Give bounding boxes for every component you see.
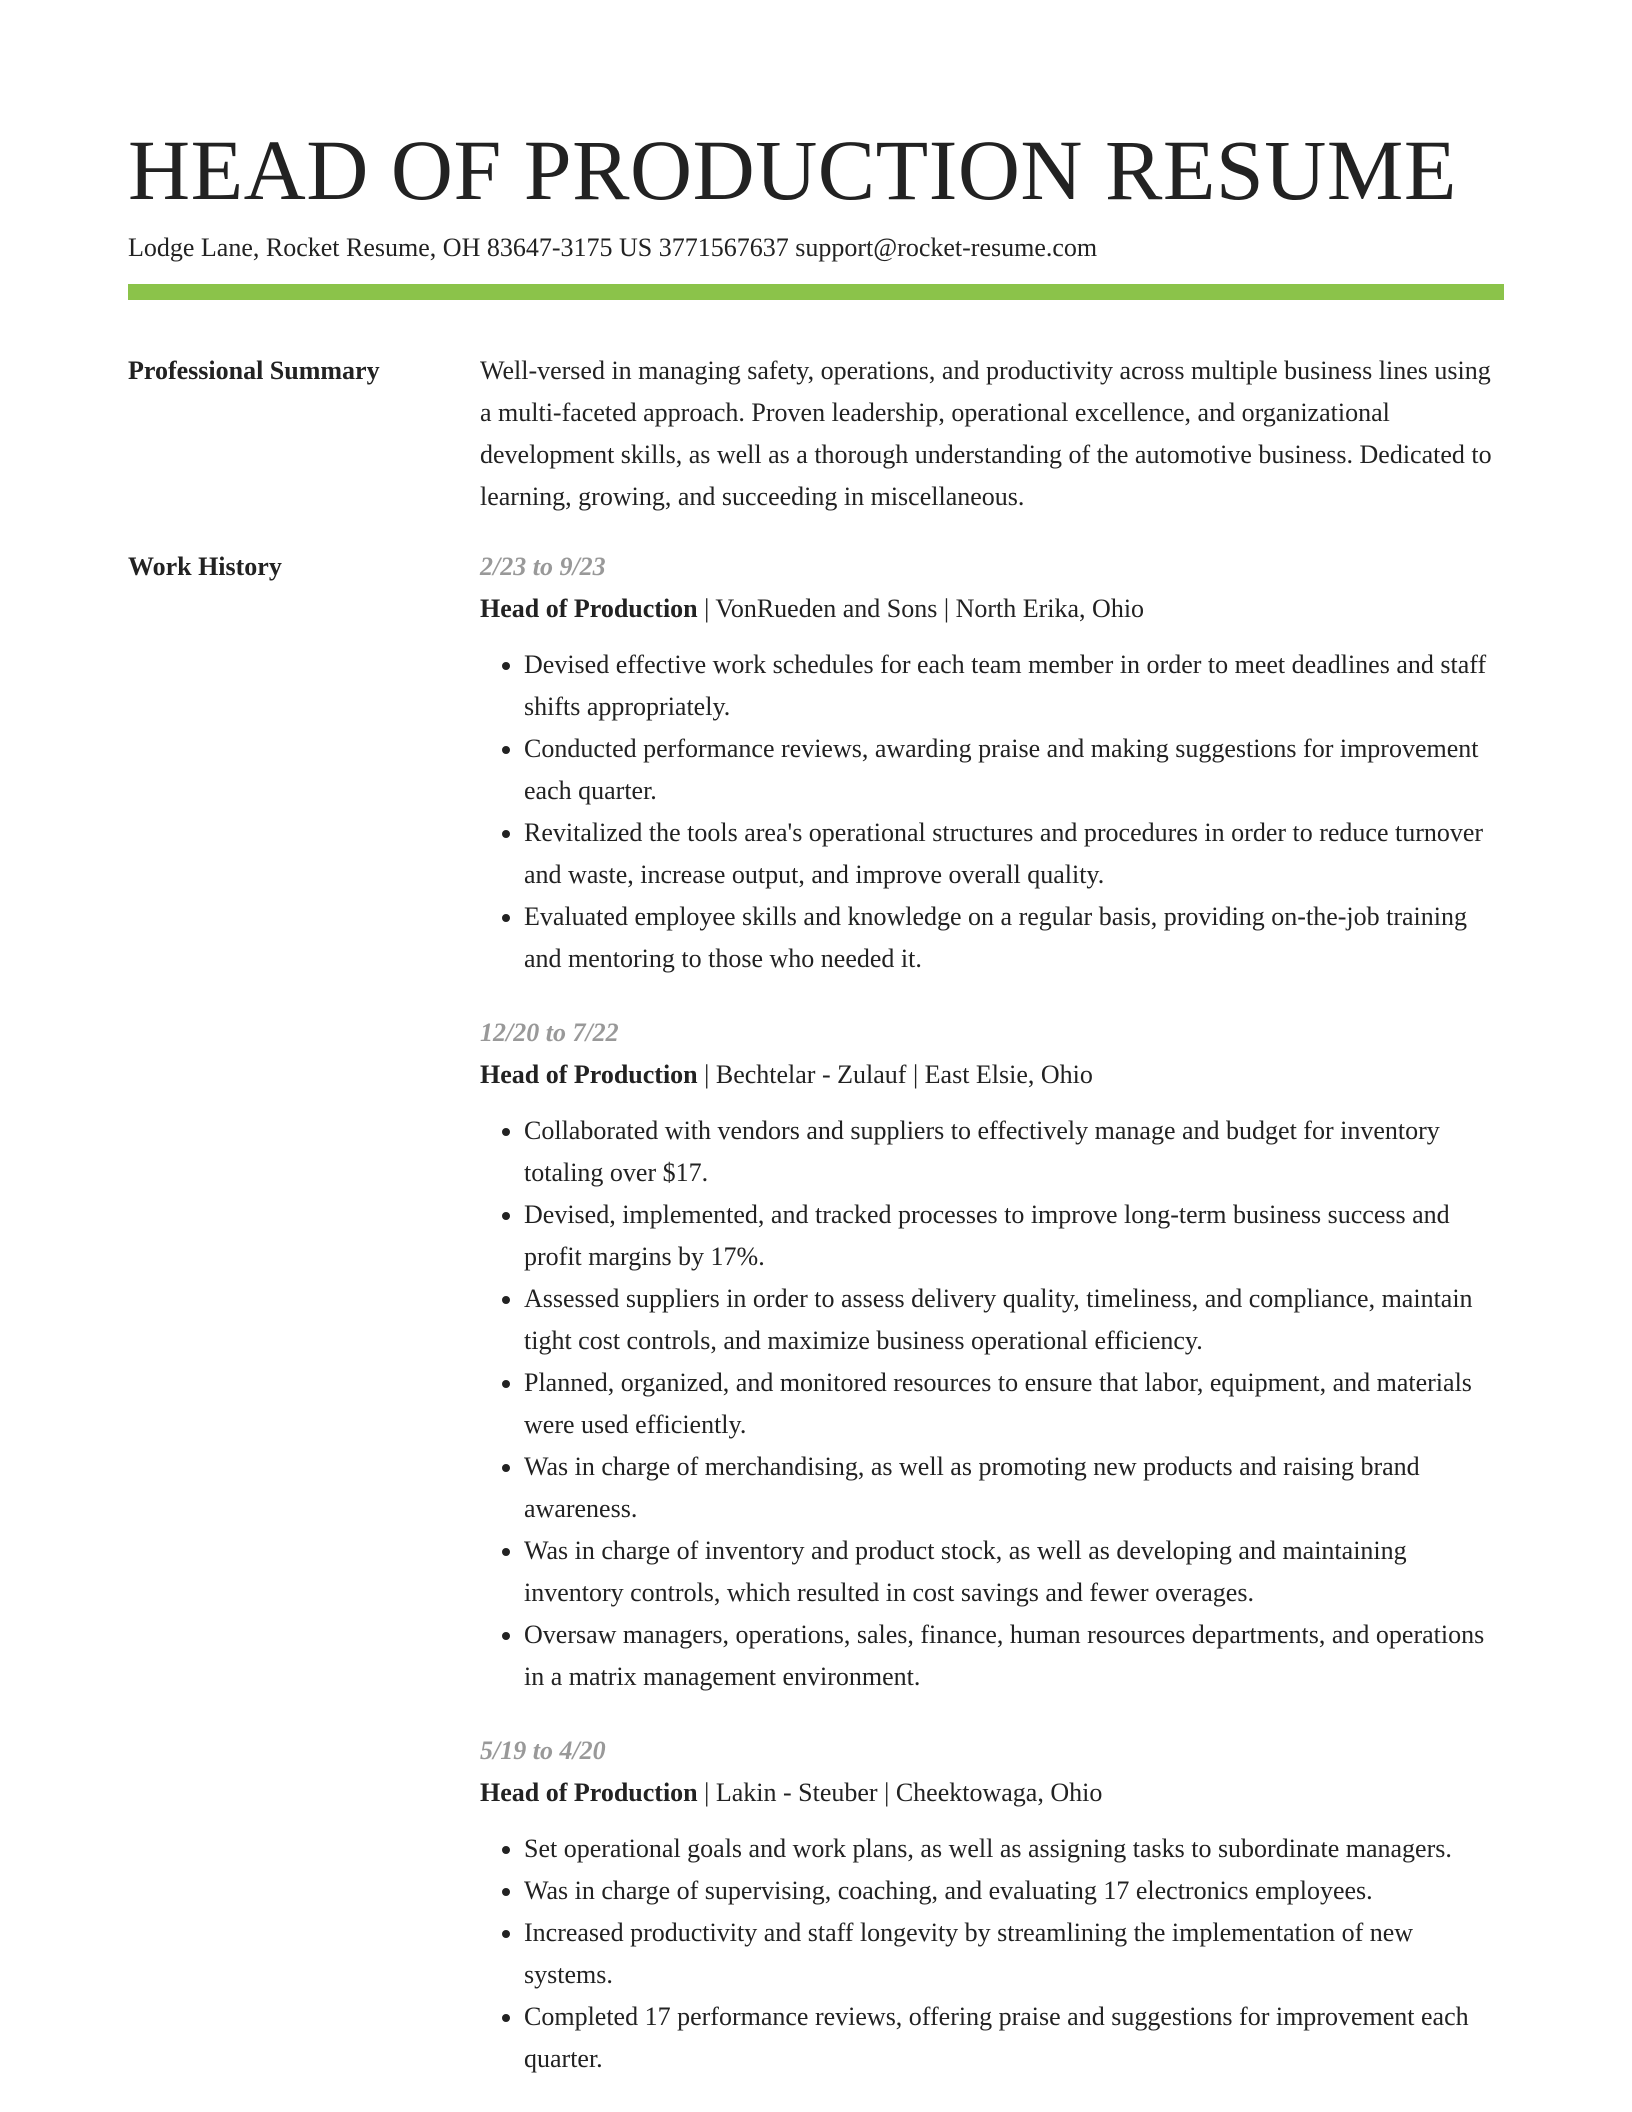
bullet-item: • Completed 17 performance reviews, offering praise and suggestions for improvement each quarter. bbox=[524, 1996, 1504, 2080]
separator: | bbox=[697, 1060, 716, 1089]
bullet-item: • Was in charge of supervising, coaching, and evaluating 17 electronics employees. bbox=[524, 1870, 1504, 1912]
resume-page bbox=[128, 0, 1504, 2080]
separator: | bbox=[697, 1778, 716, 1807]
job-title: Head of Production bbox=[480, 1060, 698, 1089]
job-heading bbox=[480, 1772, 1504, 1814]
job-location: Cheektowaga, Ohio bbox=[895, 1778, 1103, 1807]
job-dates: 12/20 to 7/22 bbox=[480, 1018, 619, 1047]
bullet-item: • Increased productivity and staff longevity by streamlining the implementation of new systems. bbox=[524, 1912, 1504, 1996]
separator: | bbox=[877, 1778, 896, 1807]
contact-line: Lodge Lane, Rocket Resume, OH 83647-3175 US 3771567637 support@rocket-resume.com bbox=[128, 233, 1098, 262]
professional-summary-section bbox=[128, 350, 1504, 518]
resume-title: HEAD OF PRODUCTION RESUME bbox=[128, 122, 1457, 218]
bullet-item: • Revitalized the tools area's operational structures and procedures in order to reduce turnover and waste, increase output, and improve overall quality. bbox=[524, 812, 1504, 896]
bullet-item: • Set operational goals and work plans, as well as assigning tasks to subordinate managers. bbox=[524, 1828, 1504, 1870]
bullet-item: • Oversaw managers, operations, sales, finance, human resources departments, and operations in a matrix management environment. bbox=[524, 1614, 1504, 1698]
summary-text: Well-versed in managing safety, operations, and productivity across multiple business lines using a multi-faceted approach. Proven leadership, operational excellence, and organizational development skills, as well as a thorough understanding of the automotive business. Dedicated to learning, growing, and succeeding in miscellaneous. bbox=[480, 356, 1492, 511]
separator: | bbox=[906, 1060, 925, 1089]
job-entry bbox=[480, 546, 1504, 980]
bullet-item: • Conducted performance reviews, awarding praise and making suggestions for improvement each quarter. bbox=[524, 728, 1504, 812]
bullet-item: • Devised, implemented, and tracked processes to improve long-term business success and profit margins by 17%. bbox=[524, 1194, 1504, 1278]
job-dates: 2/23 to 9/23 bbox=[480, 552, 606, 581]
separator: | bbox=[937, 594, 956, 623]
job-bullets bbox=[480, 1828, 1504, 2080]
bullet-item: • Devised effective work schedules for each team member in order to meet deadlines and staff shifts appropriately. bbox=[524, 644, 1504, 728]
accent-divider bbox=[128, 284, 1504, 300]
job-dates: 5/19 to 4/20 bbox=[480, 1736, 606, 1765]
job-heading bbox=[480, 588, 1504, 630]
bullet-item: • Was in charge of inventory and product stock, as well as developing and maintaining inventory controls, which resulted in cost savings and fewer overages. bbox=[524, 1530, 1504, 1614]
bullet-item: • Was in charge of merchandising, as well as promoting new products and raising brand awareness. bbox=[524, 1446, 1504, 1530]
work-history-list bbox=[480, 546, 1504, 2080]
job-bullets bbox=[480, 644, 1504, 980]
bullet-item: • Collaborated with vendors and suppliers to effectively manage and budget for inventory totaling over $17. bbox=[524, 1110, 1504, 1194]
job-location: North Erika, Ohio bbox=[955, 594, 1145, 623]
job-entry bbox=[480, 1012, 1504, 1698]
job-location: East Elsie, Ohio bbox=[924, 1060, 1093, 1089]
separator: | bbox=[697, 594, 716, 623]
job-entry bbox=[480, 1730, 1504, 2080]
work-history-section bbox=[128, 546, 1504, 2080]
bullet-item: • Evaluated employee skills and knowledge on a regular basis, providing on-the-job training and mentoring to those who needed it. bbox=[524, 896, 1504, 980]
job-company: Bechtelar - Zulauf bbox=[715, 1060, 907, 1089]
job-title: Head of Production bbox=[480, 1778, 698, 1807]
section-label: Professional Summary bbox=[128, 356, 380, 385]
section-label: Work History bbox=[128, 552, 282, 581]
job-heading bbox=[480, 1054, 1504, 1096]
bullet-item: • Planned, organized, and monitored resources to ensure that labor, equipment, and materials were used efficiently. bbox=[524, 1362, 1504, 1446]
job-company: Lakin - Steuber bbox=[715, 1778, 878, 1807]
job-bullets bbox=[480, 1110, 1504, 1698]
bullet-item: • Assessed suppliers in order to assess delivery quality, timeliness, and compliance, maintain tight cost controls, and maximize business operational efficiency. bbox=[524, 1278, 1504, 1362]
job-title: Head of Production bbox=[480, 594, 698, 623]
job-company: VonRueden and Sons bbox=[715, 594, 938, 623]
